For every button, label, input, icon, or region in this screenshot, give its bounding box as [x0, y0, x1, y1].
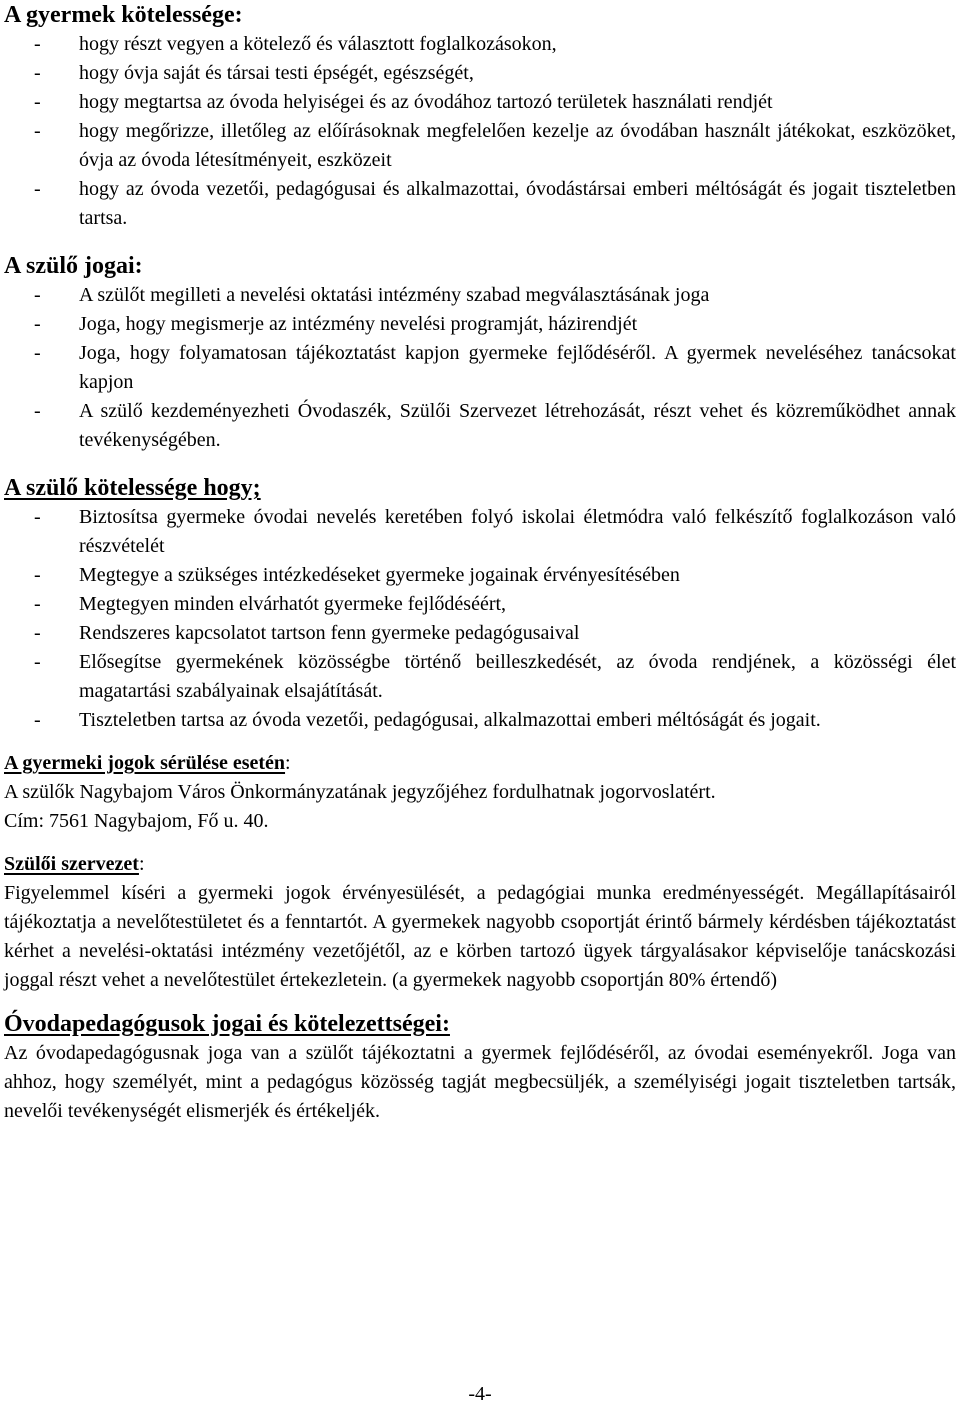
section-parent-duties	[4, 473, 956, 735]
list-item: - hogy megtartsa az óvoda helyiségei és az óvodához tartozó területek használati rendjét	[4, 88, 956, 117]
section-heading	[4, 850, 956, 879]
section-child-rights-violation	[4, 749, 956, 836]
section-heading: A szülő jogai:	[4, 253, 143, 279]
section-teacher-rights	[4, 1009, 956, 1126]
section-heading-text: Szülői szervezet	[4, 853, 139, 875]
bullet-list	[4, 503, 956, 735]
list-item: - A szülő kezdeményezheti Óvodaszék, Szülői Szervezet létrehozását, részt vehet és közreműködhet annak tevékenységében.	[4, 397, 956, 455]
section-parent-rights	[4, 251, 956, 455]
list-item: - Tiszteletben tartsa az óvoda vezetői, pedagógusai, alkalmazottai emberi méltóságát és jogait.	[4, 706, 956, 735]
section-parent-org	[4, 850, 956, 995]
paragraph: Figyelemmel kíséri a gyermeki jogok érvényesülését, a pedagógiai munka eredményességét. Megállapításairól tájékoztatja a nevelőtestületet és a fenntartót. A gyermekek nagyobb csoportját érintő bármely kérdésben tájékoztatást kérhet a nevelési-oktatási intézmény vezetőjétől, az e körben tartozó ügyek tárgyalásakor képviselője tanácskozási joggal részt vehet a nevelőtestület értekezletein. (a gyermekek nagyobb csoportján 80% értendő)	[4, 882, 956, 991]
address-line: Cím: 7561 Nagybajom, Fő u. 40.	[4, 810, 269, 832]
list-item: - hogy részt vegyen a kötelező és választott foglalkozásokon,	[4, 30, 956, 59]
list-item: - Joga, hogy folyamatosan tájékoztatást kapjon gyermeke fejlődéséről. A gyermek neveléséhez tanácsokat kapjon	[4, 339, 956, 397]
document-page	[4, 0, 956, 1126]
list-item: - A szülőt megilleti a nevelési oktatási intézmény szabad megválasztásának joga	[4, 281, 956, 310]
list-item: - Joga, hogy megismerje az intézmény nevelési programját, házirendjét	[4, 310, 956, 339]
list-item: - hogy az óvoda vezetői, pedagógusai és alkalmazottai, óvodástársai emberi méltóságát és jogait tiszteletben tartsa.	[4, 175, 956, 233]
paragraph: Az óvodapedagógusnak joga van a szülőt tájékoztatni a gyermek fejlődéséről, az óvodai eseményekről. Joga van ahhoz, hogy személyét, mint a pedagógus közösség tagját megbecsüljék, a személyiségi jogait tiszteletben tartsák, nevelői tevékenységét elismerjék és értékeljék.	[4, 1042, 956, 1122]
section-heading	[4, 749, 956, 778]
heading-colon: :	[285, 752, 291, 774]
section-child-duties	[4, 0, 956, 233]
section-heading: A gyermek kötelessége:	[4, 2, 243, 28]
list-item: - Megtegye a szükséges intézkedéseket gyermeke jogainak érvényesítésében	[4, 561, 956, 590]
page-number: -4-	[468, 1383, 492, 1405]
list-item: - hogy megőrizze, illetőleg az előírásoknak megfelelően kezelje az óvodában használt játékokat, eszközöket, óvja az óvoda létesítményeit, eszközeit	[4, 117, 956, 175]
bullet-list	[4, 30, 956, 233]
section-heading-text: A gyermeki jogok sérülése esetén	[4, 752, 286, 774]
list-item: - Megtegyen minden elvárhatót gyermeke fejlődéséért,	[4, 590, 956, 619]
section-heading: Óvodapedagógusok jogai és kötelezettségei:	[4, 1011, 450, 1037]
list-item: - Biztosítsa gyermeke óvodai nevelés keretében folyó iskolai életmódra való felkészítő foglalkozáson való részvételét	[4, 503, 956, 561]
section-heading: A szülő kötelessége hogy;	[4, 475, 261, 501]
heading-colon: :	[138, 853, 145, 875]
list-item: - Elősegítse gyermekének közösségbe történő beilleszkedését, az óvoda rendjének, a közösségi élet magatartási szabályainak elsajátítását.	[4, 648, 956, 706]
paragraph: A szülők Nagybajom Város Önkormányzatának jegyzőjéhez fordulhatnak jogorvoslatért.	[4, 781, 716, 803]
list-item: - hogy óvja saját és társai testi épségét, egészségét,	[4, 59, 956, 88]
list-item: - Rendszeres kapcsolatot tartson fenn gyermeke pedagógusaival	[4, 619, 956, 648]
bullet-list	[4, 281, 956, 455]
